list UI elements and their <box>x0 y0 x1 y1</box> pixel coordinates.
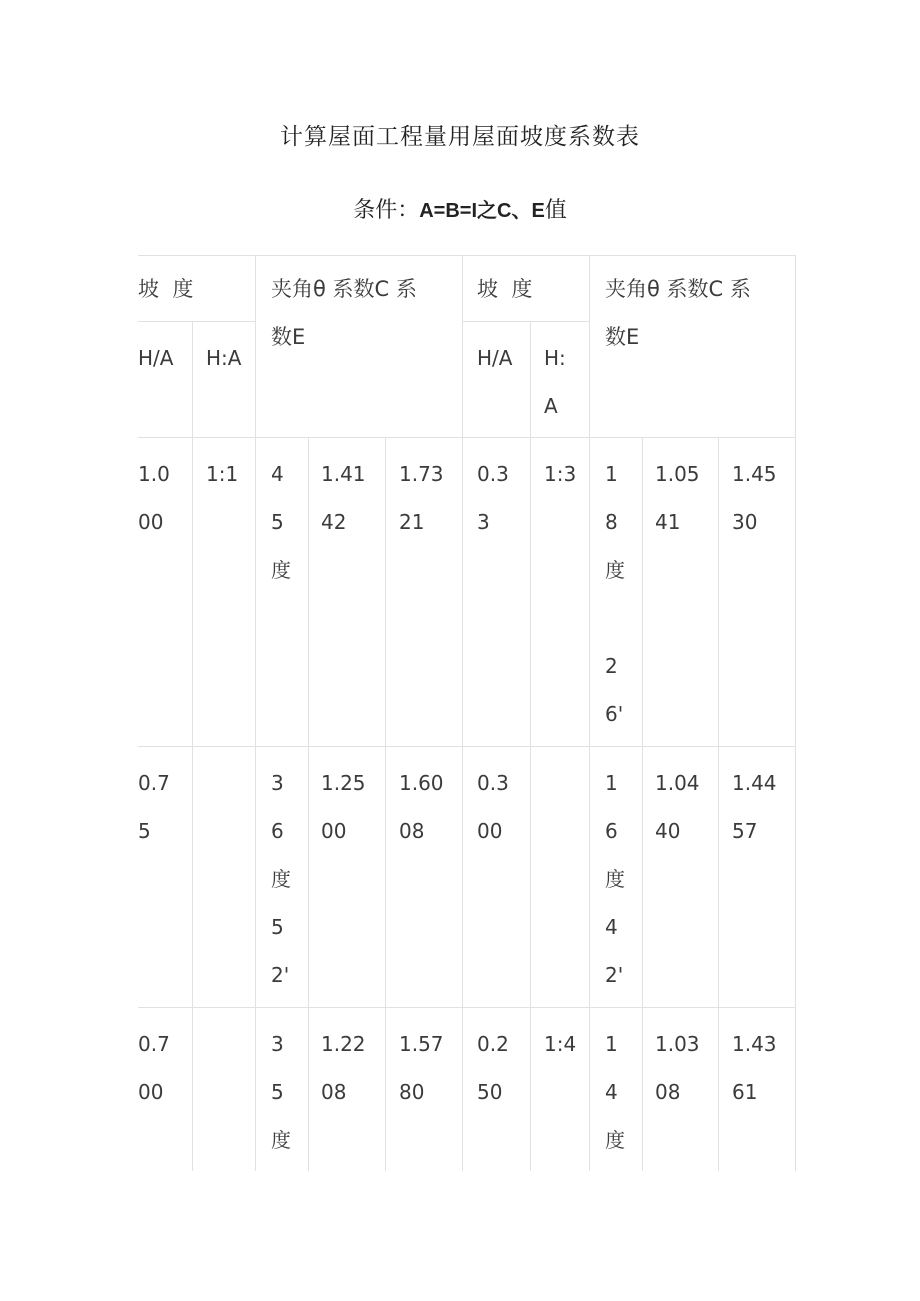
cell-hra-right: 1:4 <box>544 1032 577 1056</box>
col-divider <box>462 255 463 1171</box>
cell-coeff-c-left: 1.22 08 <box>321 1032 366 1104</box>
cell-coeff-c-right: 1.03 08 <box>655 1032 700 1104</box>
col-divider <box>530 321 531 1171</box>
cell-ha-right: 0.3 3 <box>477 462 509 534</box>
header-hra-right: H: A <box>544 346 566 418</box>
cell-angle-left: 3 6 度 5 2' <box>271 771 291 987</box>
row-divider <box>138 746 796 747</box>
cell-angle-left: 4 5 度 <box>271 462 291 582</box>
row-divider <box>138 1007 796 1008</box>
header-slope-right: 坡 度 <box>477 277 533 301</box>
row-divider <box>138 437 796 438</box>
col-divider <box>255 255 256 1171</box>
table-top-border <box>138 255 796 256</box>
cell-ha-left: 1.0 00 <box>138 462 170 534</box>
cell-ha-right: 0.2 50 <box>477 1032 509 1104</box>
header-ha-right: H/A <box>477 346 513 370</box>
cell-coeff-c-left: 1.41 42 <box>321 462 366 534</box>
cell-coeff-e-right: 1.43 61 <box>732 1032 777 1104</box>
col-divider <box>308 437 309 1171</box>
header-inner-line-right <box>462 321 589 322</box>
col-divider <box>589 255 590 1171</box>
cell-angle-right: 1 4 度 <box>605 1032 625 1152</box>
cell-coeff-c-right: 1.04 40 <box>655 771 700 843</box>
col-divider <box>385 437 386 1171</box>
col-divider <box>192 321 193 1171</box>
header-inner-line-left <box>138 321 255 322</box>
condition-prefix: 条件： <box>353 198 420 223</box>
header-angle-coeff-right: 夹角θ 系数C 系 数E <box>605 277 751 349</box>
col-divider <box>718 437 719 1171</box>
cell-coeff-e-right: 1.45 30 <box>732 462 777 534</box>
cell-ha-right: 0.3 00 <box>477 771 509 843</box>
cell-angle-left: 3 5 度 <box>271 1032 291 1152</box>
header-angle-coeff-left: 夹角θ 系数C 系 数E <box>271 277 417 349</box>
header-ha-left: H/A <box>138 346 174 370</box>
header-hra-left: H:A <box>206 346 242 370</box>
cell-coeff-e-left: 1.57 80 <box>399 1032 444 1104</box>
document-title: 计算屋面工程量用屋面坡度系数表 <box>280 124 640 150</box>
cell-coeff-c-right: 1.05 41 <box>655 462 700 534</box>
cell-coeff-c-left: 1.25 00 <box>321 771 366 843</box>
cell-angle-right: 1 8 度 2 6' <box>605 462 625 726</box>
cell-coeff-e-right: 1.44 57 <box>732 771 777 843</box>
table-right-border <box>795 255 796 1171</box>
cell-angle-right: 1 6 度 4 2' <box>605 771 625 987</box>
condition-suffix: 值 <box>544 198 567 223</box>
cell-coeff-e-left: 1.60 08 <box>399 771 444 843</box>
condition-line <box>0 193 920 224</box>
cell-hra-left: 1:1 <box>206 462 239 486</box>
cell-hra-right: 1:3 <box>544 462 577 486</box>
cell-ha-left: 0.7 00 <box>138 1032 170 1104</box>
header-slope-left: 坡 度 <box>138 277 194 301</box>
cell-ha-left: 0.7 5 <box>138 771 170 843</box>
cell-coeff-e-left: 1.73 21 <box>399 462 444 534</box>
condition-text: A=B=I之C、E <box>419 200 545 222</box>
col-divider <box>642 437 643 1171</box>
